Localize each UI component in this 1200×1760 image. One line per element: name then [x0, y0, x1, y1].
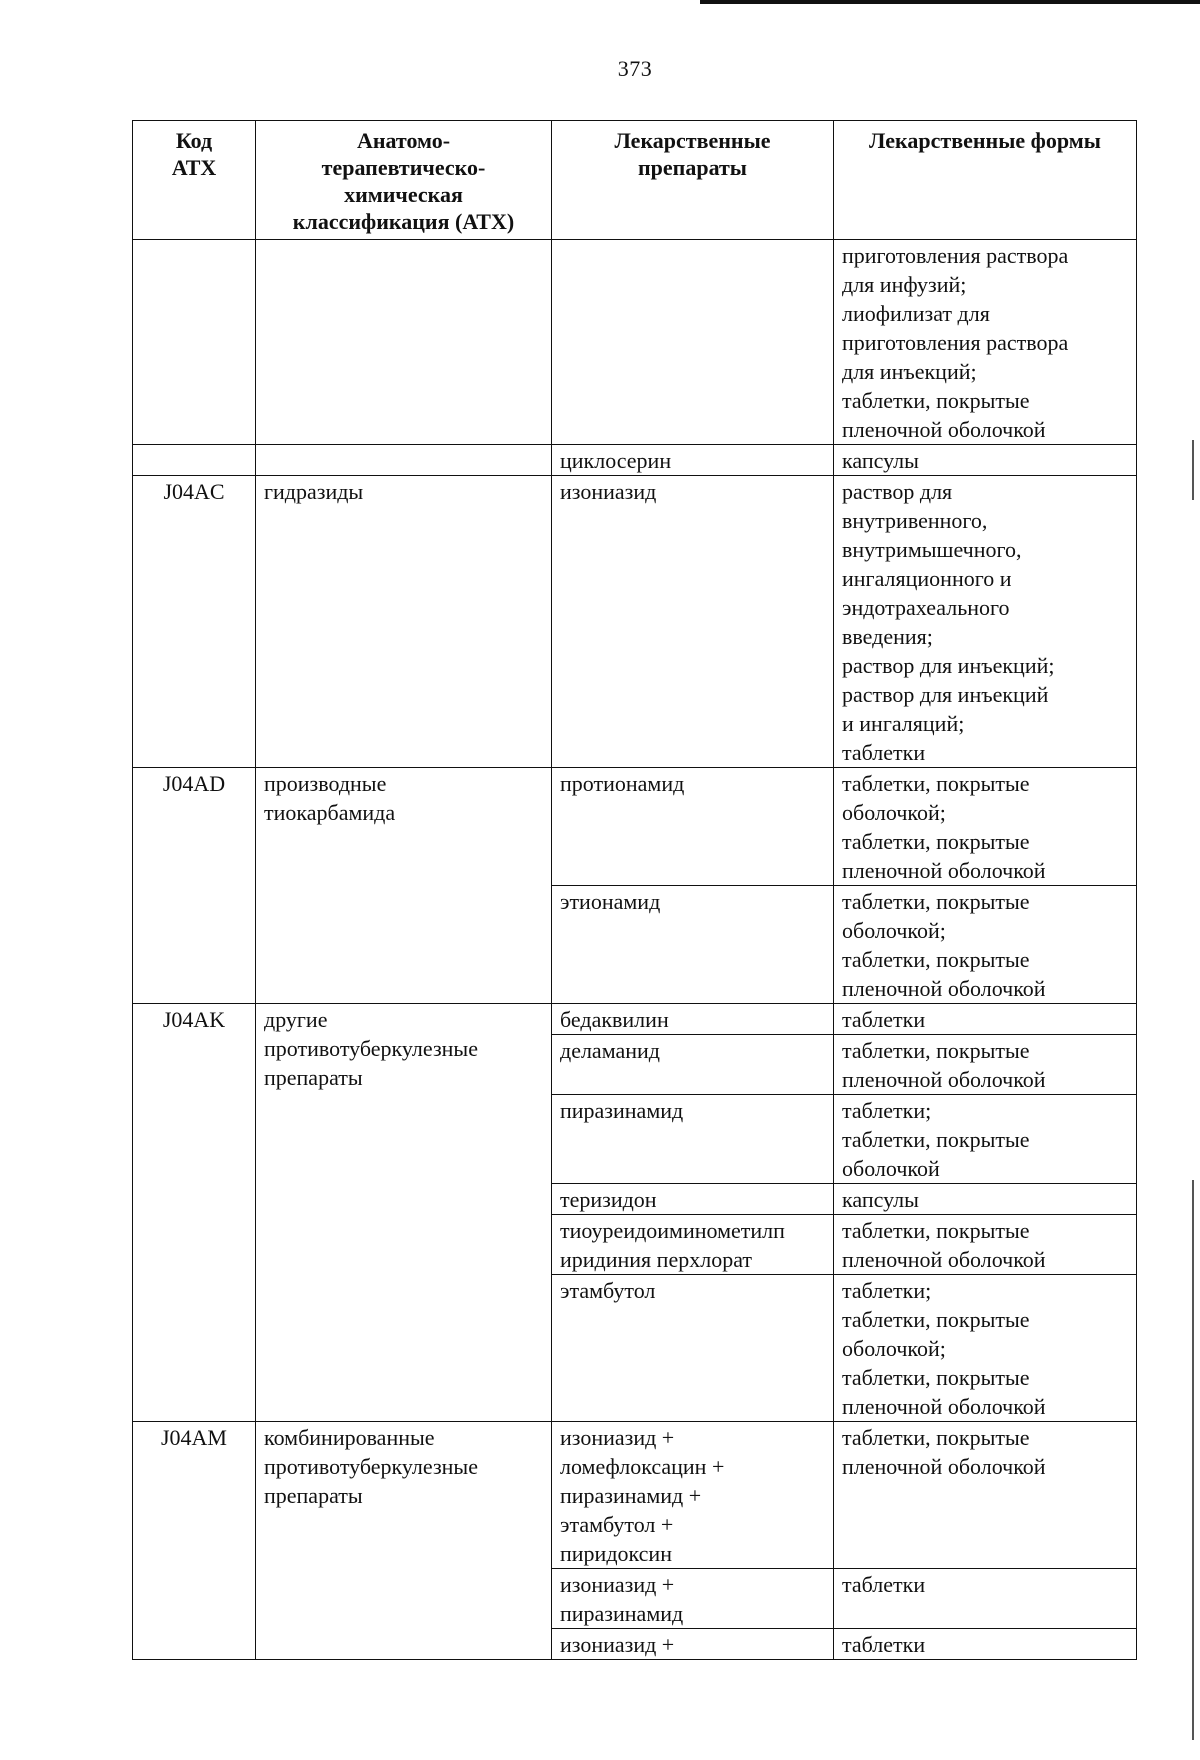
drug-cell: пиразинамид: [552, 1095, 834, 1184]
form-cell: таблетки; таблетки, покрытые оболочкой; таблетки, покрытые пленочной оболочкой: [834, 1275, 1137, 1422]
table-row: [133, 768, 1137, 886]
header-code: Код АТХ: [133, 121, 256, 240]
classification-cell: [256, 445, 552, 476]
drug-cell: бедаквилин: [552, 1004, 834, 1035]
classification-cell: комбинированные противотуберкулезные препараты: [256, 1422, 552, 1660]
form-cell: таблетки; таблетки, покрытые оболочкой: [834, 1095, 1137, 1184]
drug-cell: протионамид: [552, 768, 834, 886]
classification-cell: другие противотуберкулезные препараты: [256, 1004, 552, 1422]
header-classification: Анатомо- терапевтическо- химическая классификация (АТХ): [256, 121, 552, 240]
form-cell: капсулы: [834, 445, 1137, 476]
header-drugs: Лекарственные препараты: [552, 121, 834, 240]
table-row: [133, 476, 1137, 768]
code-cell: J04AD: [133, 768, 256, 1004]
drug-cell: изониазид: [552, 476, 834, 768]
atx-table: [132, 120, 1137, 1660]
code-cell: [133, 240, 256, 445]
form-cell: таблетки, покрытые оболочкой; таблетки, покрытые пленочной оболочкой: [834, 886, 1137, 1004]
form-cell: таблетки: [834, 1629, 1137, 1660]
drug-cell: этионамид: [552, 886, 834, 1004]
form-cell: таблетки: [834, 1004, 1137, 1035]
drug-cell: циклосерин: [552, 445, 834, 476]
classification-cell: гидразиды: [256, 476, 552, 768]
form-cell: таблетки, покрытые пленочной оболочкой: [834, 1422, 1137, 1569]
drug-cell: изониазид + пиразинамид: [552, 1569, 834, 1629]
table-row-continuation: [133, 240, 1137, 445]
table-row: [133, 1422, 1137, 1569]
form-cell: раствор для внутривенного, внутримышечного, ингаляционного и эндотрахеального введения; раствор для инъекций; раствор для инъекций и ингаляций; таблетки: [834, 476, 1137, 768]
drug-cell: деламанид: [552, 1035, 834, 1095]
code-cell: J04AM: [133, 1422, 256, 1660]
header-forms: Лекарственные формы: [834, 121, 1137, 240]
drug-cell: [552, 240, 834, 445]
classification-cell: производные тиокарбамида: [256, 768, 552, 1004]
form-cell: таблетки, покрытые оболочкой; таблетки, покрытые пленочной оболочкой: [834, 768, 1137, 886]
form-cell: приготовления раствора для инфузий; лиофилизат для приготовления раствора для инъекций; таблетки, покрытые пленочной оболочкой: [834, 240, 1137, 445]
top-border-rule: [700, 0, 1200, 4]
form-cell: таблетки: [834, 1569, 1137, 1629]
form-cell: таблетки, покрытые пленочной оболочкой: [834, 1035, 1137, 1095]
drug-cell: теризидон: [552, 1184, 834, 1215]
drug-cell: этамбутол: [552, 1275, 834, 1422]
drug-cell: изониазид + ломефлоксацин + пиразинамид + этамбутол + пиридоксин: [552, 1422, 834, 1569]
form-cell: таблетки, покрытые пленочной оболочкой: [834, 1215, 1137, 1275]
form-cell: капсулы: [834, 1184, 1137, 1215]
page-number: 373: [617, 56, 653, 81]
scan-edge-mark: [1192, 1180, 1194, 1740]
table-row: [133, 445, 1137, 476]
drug-cell: тиоуреидоиминометилп иридиния перхлорат: [552, 1215, 834, 1275]
table-header-row: [133, 121, 1137, 240]
classification-cell: [256, 240, 552, 445]
code-cell: J04AK: [133, 1004, 256, 1422]
code-cell: [133, 445, 256, 476]
table-row: [133, 1004, 1137, 1035]
table-body: [133, 240, 1137, 1660]
code-cell: J04AC: [133, 476, 256, 768]
scan-edge-mark: [1192, 440, 1194, 500]
drug-cell: изониазид +: [552, 1629, 834, 1660]
